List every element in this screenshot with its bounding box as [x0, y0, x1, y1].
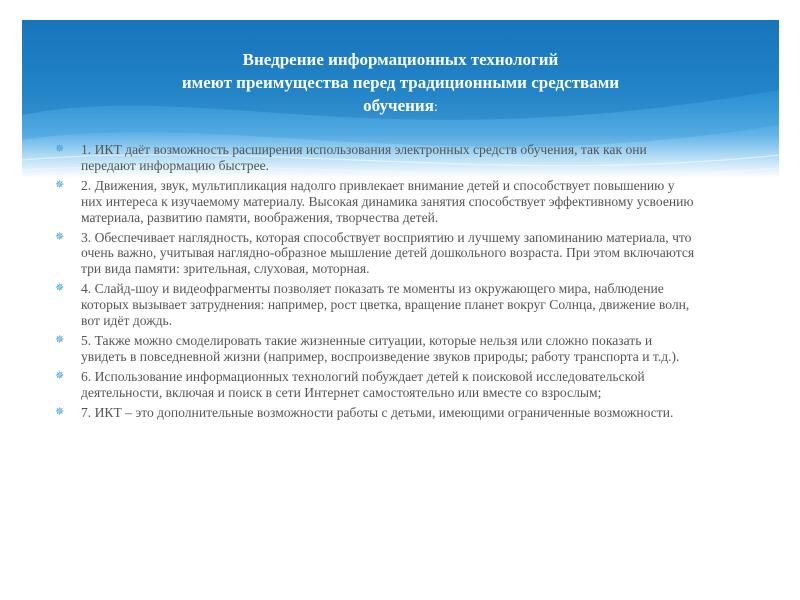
list-item-text: 2. Движения, звук, мультипликация надолго привлекает внимание детей и способствует повышению у них интереса к изучаемому материалу. Высокая динамика занятия способствует эффективному усвоению материала, развитию памяти, воображения, творчества детей. — [81, 177, 694, 225]
list-item-text: 6. Использование информационных технологий побуждает детей к поисковой исследовательской деятельности, включая и поиск в сети Интернет самостоятельно или вместе со взрослым; — [81, 368, 645, 400]
title-line-2: имеют преимущества перед традиционными средствами — [181, 73, 620, 92]
star-bullet-icon: ✵ — [55, 143, 65, 155]
star-bullet-icon: ✵ — [55, 178, 65, 191]
list-item — [55, 178, 695, 226]
list-item — [55, 142, 695, 174]
list-item — [55, 281, 695, 329]
title-line-3 — [22, 94, 779, 119]
star-bullet-icon: ✵ — [55, 333, 65, 346]
list-item — [55, 230, 695, 278]
star-bullet-icon: ✵ — [55, 369, 65, 382]
list-item — [55, 369, 695, 401]
star-bullet-icon: ✵ — [55, 230, 65, 243]
title-colon: : — [433, 100, 438, 115]
star-bullet-icon: ✵ — [55, 282, 65, 295]
slide-title — [22, 48, 779, 119]
list-item-text: 5. Также можно смоделировать такие жизненные ситуации, которые нельзя или сложно показать и увидеть в повседневной жизни (например, воспроизведение звуков природы; работу транспорта и т.д.). — [81, 332, 680, 364]
star-bullet-icon: ✵ — [55, 405, 65, 418]
advantages-list — [55, 142, 695, 425]
title-line-3-text: обучения — [363, 96, 434, 115]
slide — [22, 20, 779, 580]
list-item-text: 3. Обеспечивает наглядность, которая способствует восприятию и лучшему запоминанию материала, что очень важно, учитывая наглядно-образное мышление детей дошкольного возраста. При этом включаются три вида памяти: зрительная, слуховая, моторная. — [81, 229, 695, 277]
list-item-text: 1. ИКТ даёт возможность расширения использования электронных средств обучения, так как они передают информацию быстрее. — [81, 142, 647, 173]
list-item — [55, 333, 695, 365]
title-line-1: Внедрение информационных технологий — [242, 50, 559, 69]
list-item-text: 4. Слайд-шоу и видеофрагменты позволяет показать те моменты из окружающего мира, наблюдение которых вызывает затруднения: например, рост цветка, вращение планет вокруг Солнца, движение волн, вот идёт дождь. — [81, 281, 690, 329]
list-item-text: 7. ИКТ – это дополнительные возможности работы с детьми, имеющими ограниченные возможности. — [81, 404, 674, 420]
list-item — [55, 405, 695, 421]
